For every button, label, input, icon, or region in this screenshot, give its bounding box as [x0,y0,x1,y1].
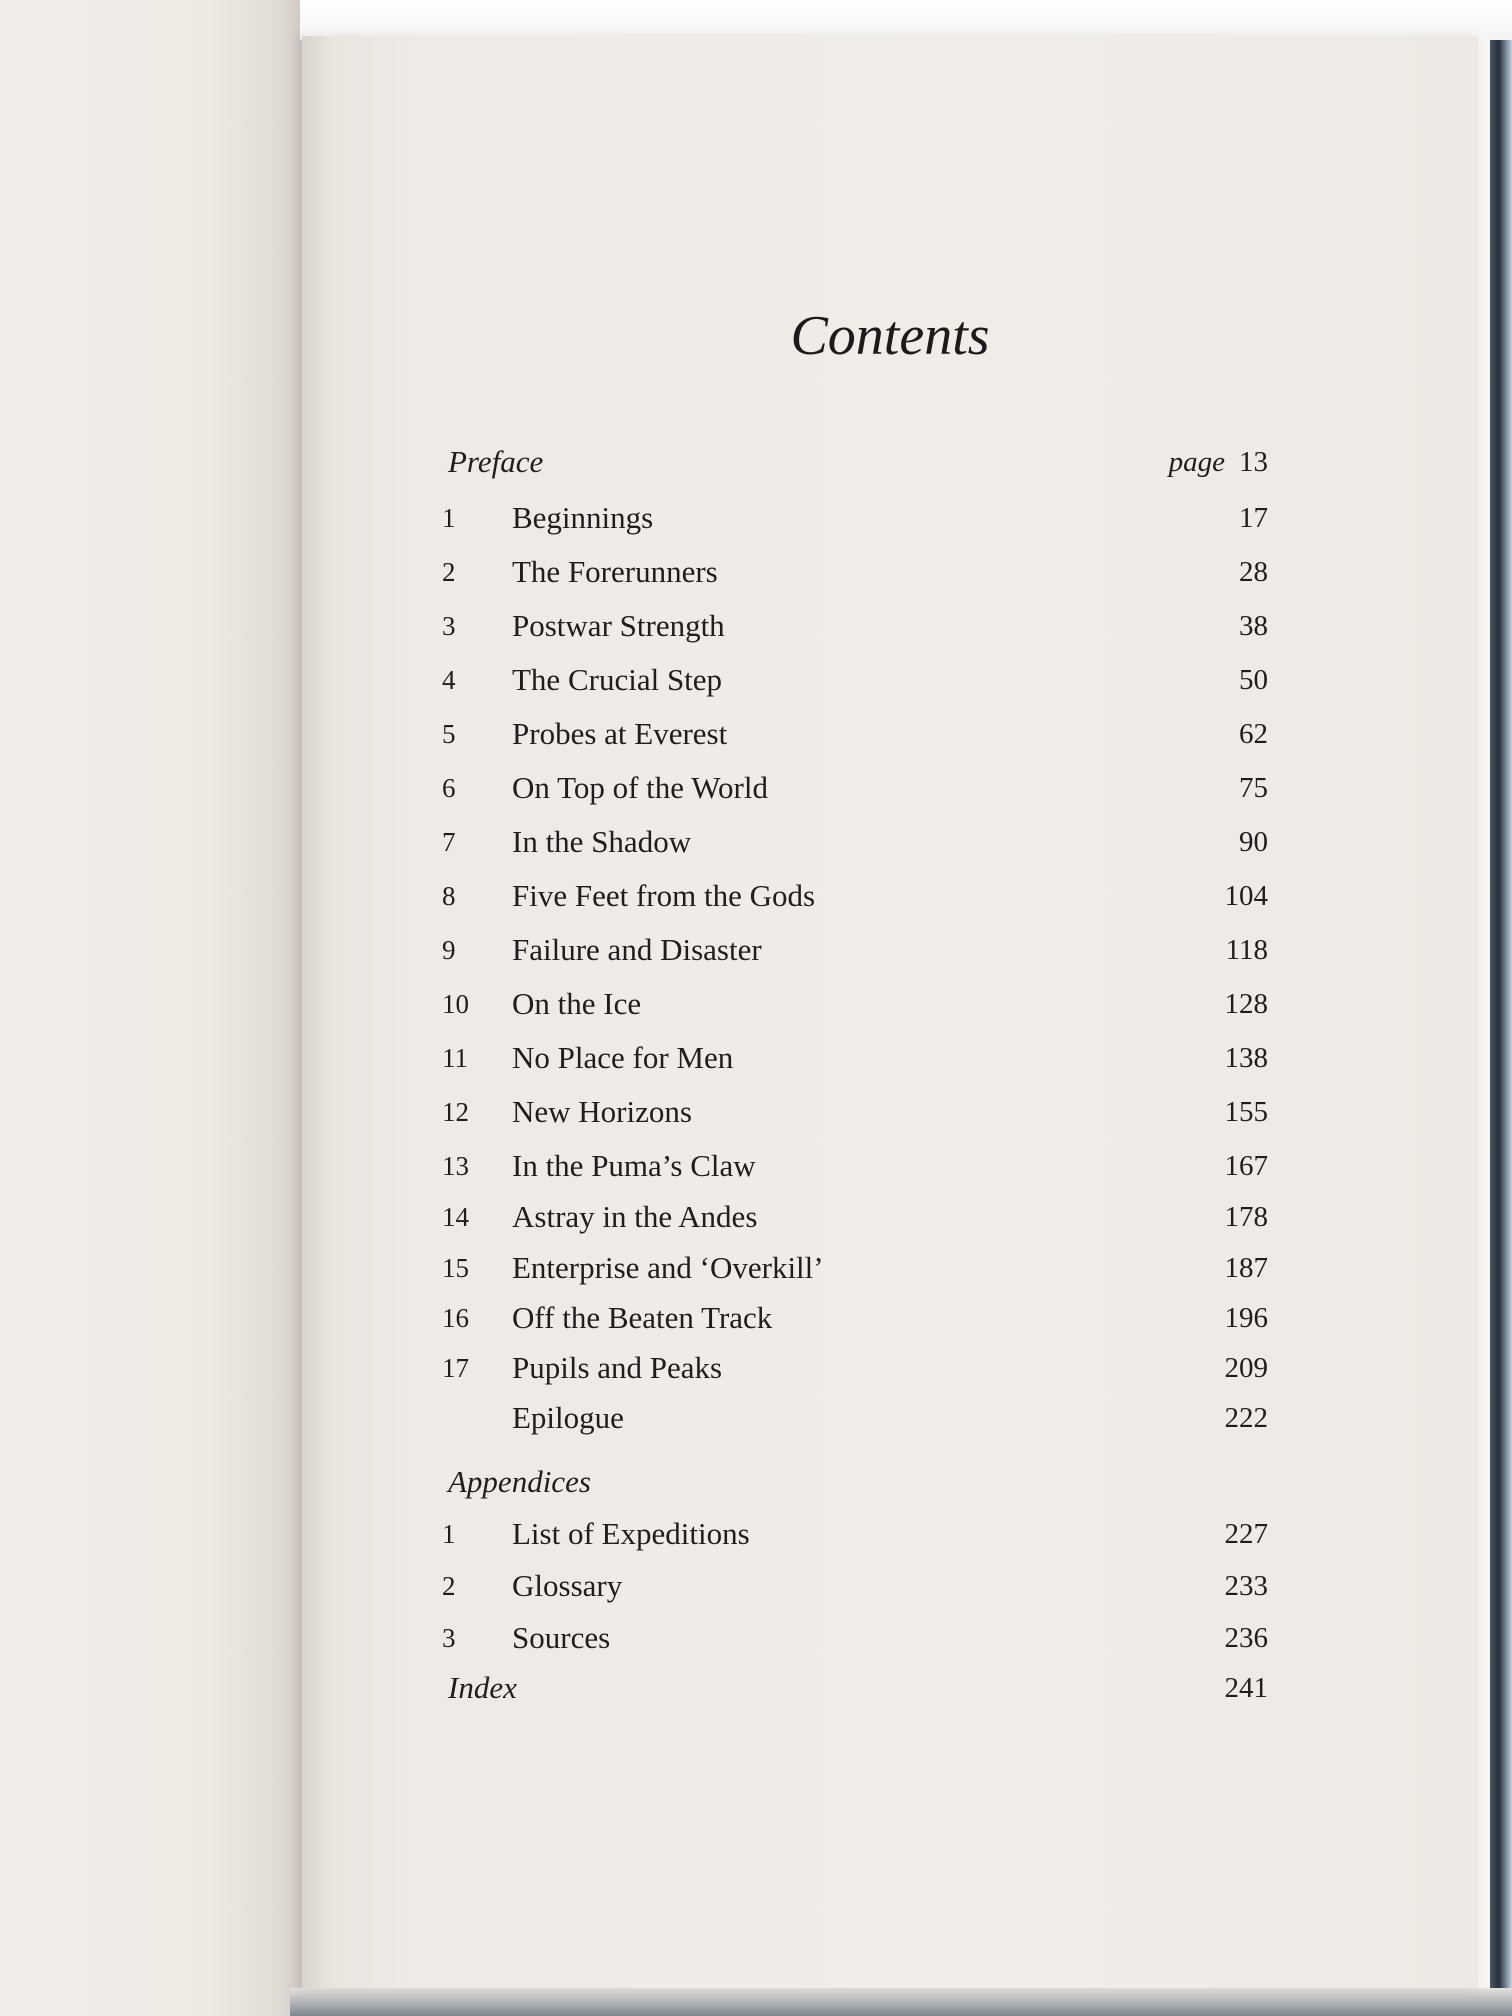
chapter-title: On the Ice [512,986,642,1021]
toc-page-number: 50 [1239,664,1268,696]
chapter-title: Epilogue [512,1400,624,1435]
toc-entry [302,496,1478,540]
chapter-title: No Place for Men [512,1040,734,1075]
toc-entry [302,820,1478,864]
toc-page-number: 236 [1224,1622,1268,1654]
contents-page [302,36,1478,1988]
toc-page-number: 241 [1224,1672,1268,1704]
chapter-title: In the Puma’s Claw [512,1148,756,1183]
appendix-title: List of Expeditions [512,1516,750,1551]
chapter-title: The Forerunners [512,554,718,589]
toc-entry [302,1036,1478,1080]
toc-entry [302,1195,1478,1239]
chapter-title: Failure and Disaster [512,932,762,967]
chapter-title: In the Shadow [512,824,692,859]
toc-entry [302,1090,1478,1134]
chapter-title: Beginnings [512,500,654,535]
appendix-number: 3 [442,1623,456,1653]
chapter-number: 7 [442,827,456,857]
appendix-number: 2 [442,1571,456,1601]
appendix-title: Sources [512,1620,611,1655]
toc-page-number [1169,440,1268,484]
toc-page-number: 104 [1224,880,1268,912]
toc-entry-epilogue [302,1396,1478,1440]
chapter-number: 13 [442,1151,469,1181]
chapter-number: 1 [442,503,456,533]
section-label-preface: Preface [448,444,544,479]
toc-entry [302,1246,1478,1290]
toc-entry-preface [302,440,1478,484]
toc-page-number: 222 [1224,1402,1268,1434]
toc-page-number: 233 [1224,1570,1268,1602]
chapter-number: 3 [442,611,456,641]
toc-entry-index [302,1666,1478,1710]
chapter-number: 12 [442,1097,469,1127]
appendix-number: 1 [442,1519,456,1549]
toc-entry [302,1564,1478,1608]
page-top-edge [300,0,1512,40]
page-title: Contents [790,305,990,367]
toc-page-number: 196 [1224,1302,1268,1334]
toc-entry [302,766,1478,810]
chapter-title: Five Feet from the Gods [512,878,816,913]
toc-page-number: 155 [1224,1096,1268,1128]
book-bottom-edge [290,1988,1512,2016]
toc-page-number: 178 [1224,1201,1268,1233]
toc-page-number: 118 [1225,934,1268,966]
chapter-number: 11 [442,1043,468,1073]
toc-entry [302,928,1478,972]
toc-entry [302,658,1478,702]
chapter-title: The Crucial Step [512,662,723,697]
chapter-number: 17 [442,1353,469,1383]
chapter-number: 10 [442,989,469,1019]
chapter-number: 4 [442,665,456,695]
chapter-number: 8 [442,881,456,911]
toc-page-number: 187 [1224,1252,1268,1284]
toc-entry-appendices [302,1460,1478,1504]
toc-entry [302,1346,1478,1390]
toc-page-number: 227 [1224,1518,1268,1550]
chapter-number: 16 [442,1303,469,1333]
toc-entry [302,604,1478,648]
toc-entry [302,874,1478,918]
toc-entry [302,1512,1478,1556]
toc-page-number: 62 [1239,718,1268,750]
toc-page-number: 75 [1239,772,1268,804]
chapter-title: Probes at Everest [512,716,728,751]
toc-entry [302,1296,1478,1340]
toc-page-number: 17 [1239,502,1268,534]
toc-entry [302,982,1478,1026]
chapter-title: Postwar Strength [512,608,725,643]
chapter-title: Pupils and Peaks [512,1350,723,1385]
chapter-number: 9 [442,935,456,965]
page-prefix: page [1168,446,1225,478]
chapter-number: 6 [442,773,456,803]
toc-page-number: 128 [1224,988,1268,1020]
toc-page-number: 90 [1239,826,1268,858]
appendix-title: Glossary [512,1568,623,1603]
section-label-index: Index [448,1670,517,1705]
toc-page-number: 138 [1224,1042,1268,1074]
toc-page-number: 38 [1239,610,1268,642]
chapter-number: 5 [442,719,456,749]
section-label-appendices: Appendices [448,1464,591,1499]
toc-entry [302,712,1478,756]
chapter-title: New Horizons [512,1094,692,1129]
chapter-title: Enterprise and ‘Overkill’ [512,1250,824,1285]
chapter-number: 14 [442,1202,469,1232]
page-value: 13 [1239,446,1268,478]
chapter-title: On Top of the World [512,770,768,805]
toc-page-number: 167 [1224,1150,1268,1182]
toc-entry [302,550,1478,594]
left-facing-page [0,0,302,2016]
table-of-contents [302,36,1478,1988]
toc-page-number: 28 [1239,556,1268,588]
chapter-number: 15 [442,1253,469,1283]
toc-entry [302,1616,1478,1660]
book-cover-edge [1490,40,1512,2016]
chapter-title: Off the Beaten Track [512,1300,773,1335]
toc-entry [302,1144,1478,1188]
chapter-number: 2 [442,557,456,587]
toc-page-number: 209 [1224,1352,1268,1384]
chapter-title: Astray in the Andes [512,1199,758,1234]
